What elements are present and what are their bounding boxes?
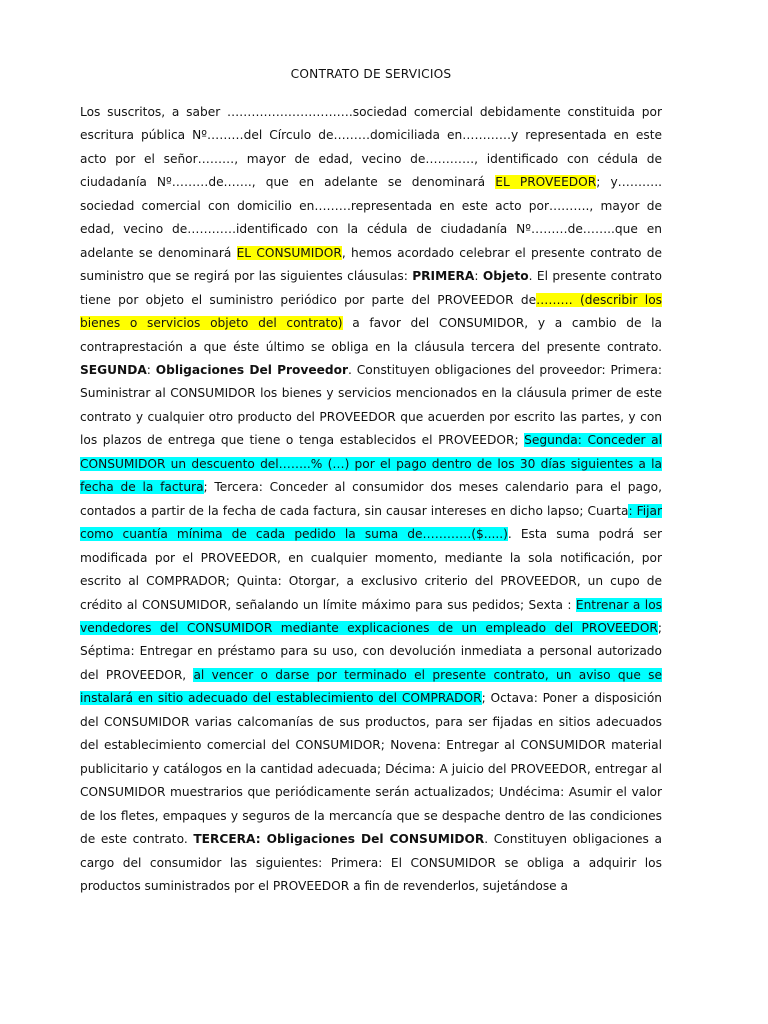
highlighted-text: ……… (describir los bienes o servicios objeto del contrato) bbox=[80, 292, 663, 331]
highlighted-text: Segunda: Conceder al CONSUMIDOR un descuento del……..% (…) por el pago dentro de los 30 días siguientes a la fecha de la factura bbox=[80, 433, 662, 495]
highlighted-text: EL CONSUMIDOR bbox=[236, 245, 342, 260]
document-body bbox=[80, 101, 662, 898]
bold-heading: SEGUNDA bbox=[80, 362, 147, 377]
highlighted-text: al vencer o darse por terminado el presente contrato, un aviso que se instalará en sitio adecuado del establecimiento del COMPRADOR bbox=[80, 667, 663, 706]
body-text-segment: ; y……….. sociedad comercial con domicilio en………representada en este acto por………., mayor de edad, vecino de…………identificado con la cédula de ciudadanía Nº………de……..que en adelante se denominará bbox=[80, 175, 662, 260]
highlighted-text: : Fijar como cuantía mínima de cada pedido la suma de…………($.....) bbox=[80, 503, 662, 542]
body-text-segment: ; Séptima: Entregar en préstamo para su uso, con devolución inmediata a personal autorizado del PROVEEDOR, bbox=[80, 620, 662, 682]
body-text-segment: . El presente contrato tiene por objeto el suministro periódico por parte del PROVEEDOR de bbox=[80, 269, 663, 307]
body-text-segment: ; Tercera: Conceder al consumidor dos meses calendario para el pago, contados a partir de la fecha de cada factura, sin causar intereses en dicho lapso; Cuarta bbox=[80, 480, 662, 518]
document-title: CONTRATO DE SERVICIOS bbox=[290, 67, 452, 81]
body-text-segment: . Esta suma podrá ser modificada por el PROVEEDOR, en cualquier momento, mediante la sola notificación, por escrito al COMPRADOR; Quinta: Otorgar, a exclusivo criterio del PROVEEDOR, un cupo de crédito al CONSUMIDOR, señalando un límite máximo para sus pedidos; Sexta : bbox=[80, 527, 662, 612]
bold-heading: PRIMERA bbox=[412, 269, 475, 284]
body-text-segment: . Constituyen obligaciones del proveedor: Primera: Suministrar al CONSUMIDOR los bienes y servicios mencionados en la cláusula primer de este contrato y cualquier otro producto del PROVEEDOR que acuerden por escrito las partes, y con los plazos de entrega que tiene o tenga establecidos el PROVEEDOR; bbox=[80, 362, 662, 448]
body-text-segment: : bbox=[146, 362, 156, 377]
body-text-segment: a favor del CONSUMIDOR, y a cambio de la contraprestación a que éste último se obliga en la cláusula tercera del presente contrato. bbox=[80, 316, 662, 354]
body-text-segment: . Constituyen obligaciones a cargo del consumidor las siguientes: Primera: El CONSUMIDOR se obliga a adquirir los productos suministrados por el PROVEEDOR a fin de revenderlos, sujetándose a bbox=[80, 832, 662, 893]
bold-heading: TERCERA: Obligaciones Del CONSUMIDOR bbox=[193, 832, 485, 847]
body-text-segment: Los suscritos, a saber ………………………….sociedad comercial debidamente constituida por escritura pública Nº………del Círculo de………domiciliada en…………y representada en este acto por el señor………, mayor de edad, vecino de…………, identificado con cédula de ciudadanía Nº………de……., que en adelante se denominará bbox=[80, 105, 662, 190]
body-text-segment: , hemos acordado celebrar el presente contrato de suministro que se regirá por las siguientes cláusulas: bbox=[80, 245, 663, 284]
highlighted-text: EL PROVEEDOR bbox=[495, 175, 597, 190]
highlighted-text: Entrenar a los vendedores del CONSUMIDOR mediante explicaciones de un empleado del PROVEEDOR bbox=[80, 597, 662, 635]
bold-heading: Obligaciones Del Proveedor bbox=[155, 362, 349, 377]
bold-heading: Objeto bbox=[482, 269, 529, 284]
body-text-segment: ; Octava: Poner a disposición del CONSUMIDOR varias calcomanías de sus productos, para ser fijadas en sitios adecuados del establecimiento comercial del CONSUMIDOR; Novena: Entregar al CONSUMIDOR material publicitario y catálogos en la cantidad adecuada; Décima: A juicio del PROVEEDOR, entregar al CONSUMIDOR muestrarios que periódicamente serán actualizados; Undécima: Asumir el valor de los fletes, empaques y seguros de la mercancía que se despache dentro de las condiciones de este contrato. bbox=[80, 691, 662, 847]
body-text-segment: : bbox=[474, 269, 483, 284]
